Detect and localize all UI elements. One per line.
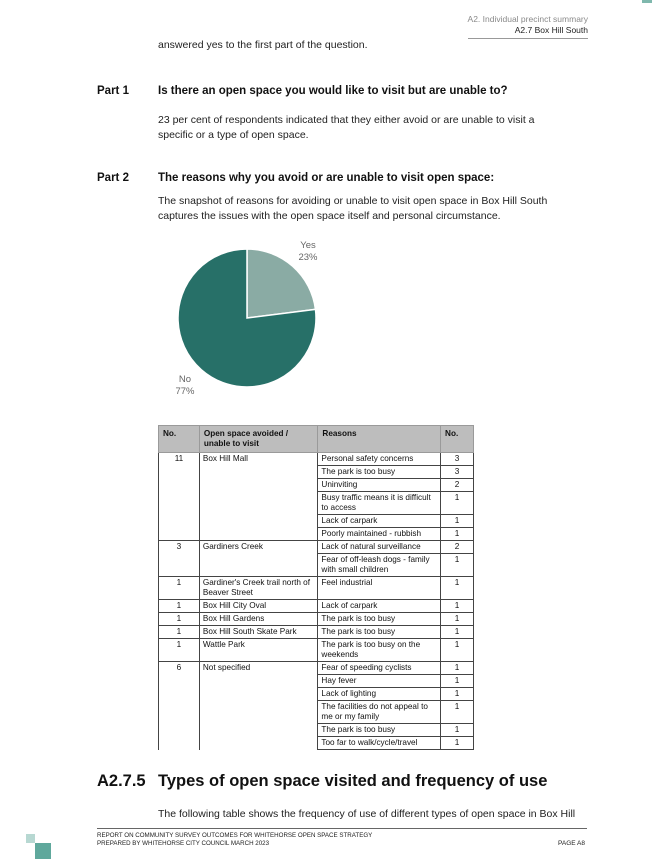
cell-reason-count: 3 <box>441 466 474 479</box>
section-number: A2.7.5 <box>97 772 146 790</box>
running-header <box>468 14 588 39</box>
cell-reason: Feel industrial <box>318 577 441 600</box>
cell-reason-count: 1 <box>441 675 474 688</box>
cell-reason: Lack of carpark <box>318 600 441 613</box>
table-row <box>159 577 474 600</box>
part1-label: Part 1 <box>97 85 129 97</box>
section-title: Types of open space visited and frequency of use <box>158 772 548 790</box>
table-row <box>159 600 474 613</box>
table-header-row <box>159 426 474 453</box>
cell-reason-count: 2 <box>441 479 474 492</box>
cell-reason: Too far to walk/cycle/travel <box>318 737 441 750</box>
cell-reason-count: 1 <box>441 688 474 701</box>
section-body: The following table shows the frequency of use of different types of open space in Box Hill <box>158 808 576 820</box>
footer-rule <box>97 828 587 829</box>
table-row <box>159 613 474 626</box>
cell-open-space: Gardiner's Creek trail north of Beaver Street <box>199 577 318 600</box>
cell-reason: The park is too busy <box>318 626 441 639</box>
cell-reason: Lack of carpark <box>318 515 441 528</box>
table-row <box>159 626 474 639</box>
cell-reason-count: 1 <box>441 528 474 541</box>
cell-reason-count: 1 <box>441 613 474 626</box>
cell-reason-count: 1 <box>441 737 474 750</box>
cell-open-space: Gardiners Creek <box>199 541 318 577</box>
cell-reason-count: 1 <box>441 492 474 515</box>
cell-open-space: Box Hill City Oval <box>199 600 318 613</box>
cell-reason: The facilities do not appeal to me or my family <box>318 701 441 724</box>
intro-fragment: answered yes to the first part of the question. <box>158 39 368 51</box>
header-no: No. <box>159 426 200 453</box>
cell-reason-count: 1 <box>441 639 474 662</box>
cell-reason-count: 1 <box>441 701 474 724</box>
cell-open-space: Box Hill Mall <box>199 453 318 541</box>
cell-reason-count: 1 <box>441 626 474 639</box>
pie-label-yes: Yes <box>300 240 316 251</box>
pie-value-no: 77% <box>175 386 195 397</box>
header-count: No. <box>441 426 474 453</box>
cell-reason-count: 2 <box>441 541 474 554</box>
table-row <box>159 541 474 554</box>
footer-report-title: REPORT ON COMMUNITY SURVEY OUTCOMES FOR WHITEHORSE OPEN SPACE STRATEGY <box>97 832 373 839</box>
cell-reason-count: 3 <box>441 453 474 466</box>
cell-reason: The park is too busy <box>318 466 441 479</box>
part2-title: The reasons why you avoid or are unable to visit open space: <box>158 172 495 184</box>
cell-reason: The park is too busy on the weekends <box>318 639 441 662</box>
footer-prepared-by: PREPARED BY WHITEHORSE CITY COUNCIL MARCH 2023 <box>97 840 270 847</box>
cell-reason-count: 1 <box>441 554 474 577</box>
cell-reason: Personal safety concerns <box>318 453 441 466</box>
pie-value-yes: 23% <box>298 252 318 263</box>
part2-body: The snapshot of reasons for avoiding or unable to visit open space in Box Hill South captures the issues with the open space itself and personal circumstance. <box>158 195 548 222</box>
pie-chart <box>150 232 350 407</box>
cell-reason: Lack of natural surveillance <box>318 541 441 554</box>
part1-body: 23 per cent of respondents indicated that they either avoid or are unable to visit a specific or a type of open space. <box>158 114 535 141</box>
cell-reason: Busy traffic means it is difficult to access <box>318 492 441 515</box>
cell-respondent-count: 1 <box>159 600 200 613</box>
header-section: A2. Individual precinct summary <box>467 14 588 24</box>
cell-reason: Fear of off-leash dogs - family with small children <box>318 554 441 577</box>
cell-respondent-count: 11 <box>159 453 200 541</box>
logo-square-large <box>35 843 51 859</box>
cell-reason-count: 1 <box>441 577 474 600</box>
part2-label: Part 2 <box>97 172 129 184</box>
header-subsection: A2.7 Box Hill South <box>468 25 588 39</box>
cell-respondent-count: 6 <box>159 662 200 750</box>
pie-label-no: No <box>178 374 192 385</box>
cell-reason-count: 1 <box>441 662 474 675</box>
header-open-space: Open space avoided / unable to visit <box>199 426 318 453</box>
cell-reason-count: 1 <box>441 600 474 613</box>
table-row <box>159 453 474 466</box>
cell-respondent-count: 1 <box>159 577 200 600</box>
page-number: PAGE A8 <box>558 840 585 847</box>
cell-reason: The park is too busy <box>318 724 441 737</box>
cell-respondent-count: 3 <box>159 541 200 577</box>
cell-reason-count: 1 <box>441 724 474 737</box>
reasons-table <box>158 425 474 750</box>
cell-reason: Uninviting <box>318 479 441 492</box>
cell-respondent-count: 1 <box>159 639 200 662</box>
header-reasons: Reasons <box>318 426 441 453</box>
table-row <box>159 639 474 662</box>
cell-open-space: Not specified <box>199 662 318 750</box>
cell-reason: The park is too busy <box>318 613 441 626</box>
cell-respondent-count: 1 <box>159 613 200 626</box>
cell-open-space: Wattle Park <box>199 639 318 662</box>
cell-respondent-count: 1 <box>159 626 200 639</box>
part1-title: Is there an open space you would like to visit but are unable to? <box>158 85 508 97</box>
cell-reason: Poorly maintained - rubbish <box>318 528 441 541</box>
corner-accent <box>642 0 652 3</box>
cell-reason: Hay fever <box>318 675 441 688</box>
cell-reason-count: 1 <box>441 515 474 528</box>
cell-reason: Fear of speeding cyclists <box>318 662 441 675</box>
cell-open-space: Box Hill South Skate Park <box>199 626 318 639</box>
cell-reason: Lack of lighting <box>318 688 441 701</box>
logo-square-small <box>26 834 35 843</box>
cell-open-space: Box Hill Gardens <box>199 613 318 626</box>
footer-text <box>97 832 372 848</box>
table-row <box>159 662 474 675</box>
